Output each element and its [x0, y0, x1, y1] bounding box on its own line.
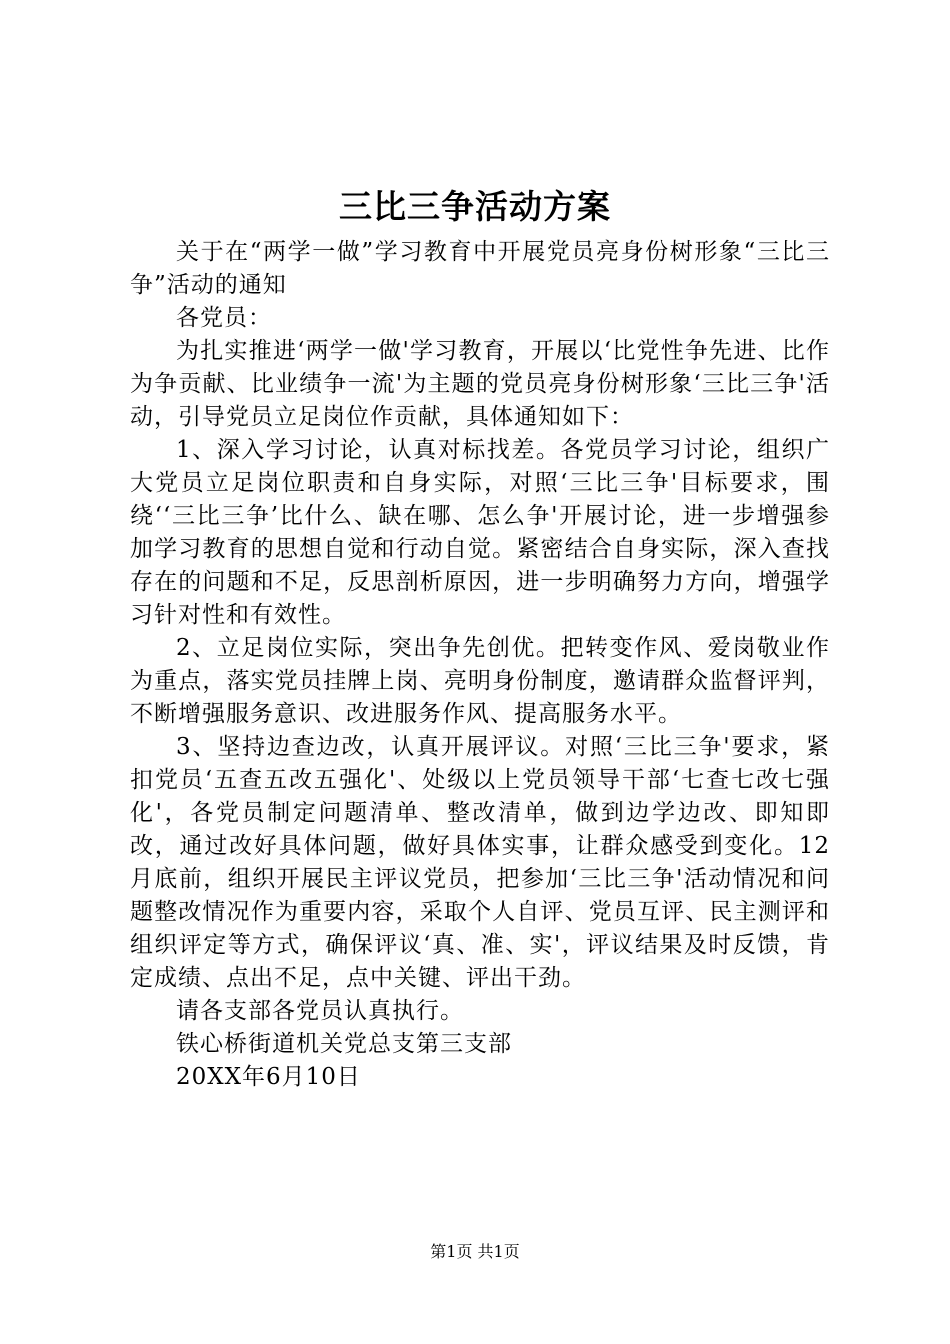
item-1-paragraph: 1、深入学习讨论，认真对标找差。各党员学习讨论，组织广大党员立足岗位职责和自身实际，对照‘三比三争'目标要求，围绕‘‘三比三争’比什么、缺在哪、怎么争'开展讨论，进一步增强参加学习教育的思想自觉和行动自觉。紧密结合自身实际，深入查找存在的问题和不足，反思剖析原因，进一步明确努力方向，增强学习针对性和有效性。 [130, 437, 830, 628]
item-3-paragraph: 3、坚持边查边改，认真开展评议。对照‘三比三争'要求，紧扣党员‘五查五改五强化'、处级以上党员领导干部‘七查七改七强化'，各党员制定问题清单、整改清单，做到边学边改、即知即改，通过改好具体问题，做好具体实事，让群众感受到变化。12月底前，组织开展民主评议党员，把参加‘三比三争'活动情况和问题整改情况作为重要内容，采取个人自评、党员互评、民主测评和组织评定等方式，确保评议‘真、准、实'，评议结果及时反馈，肯定成绩、点出不足，点中关键、评出干劲。 [130, 734, 830, 991]
item-2-paragraph: 2、立足岗位实际，突出争先创优。把转变作风、爱岗敬业作为重点，落实党员挂牌上岗、亮明身份制度，邀请群众监督评判，不断增强服务意识、改进服务作风、提高服务水平。 [130, 635, 830, 727]
notice-heading: 关于在“两学一做”学习教育中开展党员亮身份树形象“三比三争”活动的通知 [130, 239, 830, 298]
page-number-footer: 第1页 共1页 [430, 1242, 520, 1261]
document-title: 三比三争活动方案 [339, 187, 611, 226]
salutation: 各党员： [176, 305, 272, 331]
document-body [130, 236, 830, 1094]
issuer-signature: 铁心桥街道机关党总支第三支部 [176, 1031, 512, 1057]
closing-instruction: 请各支部各党员认真执行。 [176, 998, 464, 1024]
intro-paragraph: 为扎实推进‘两学一做'学习教育，开展以‘比党性争先进、比作为争贡献、比业绩争一流'为主题的党员亮身份树形象‘三比三争'活动，引导党员立足岗位作贡献，具体通知如下： [130, 338, 830, 430]
issue-date: 20XX年6月10日 [176, 1064, 361, 1090]
